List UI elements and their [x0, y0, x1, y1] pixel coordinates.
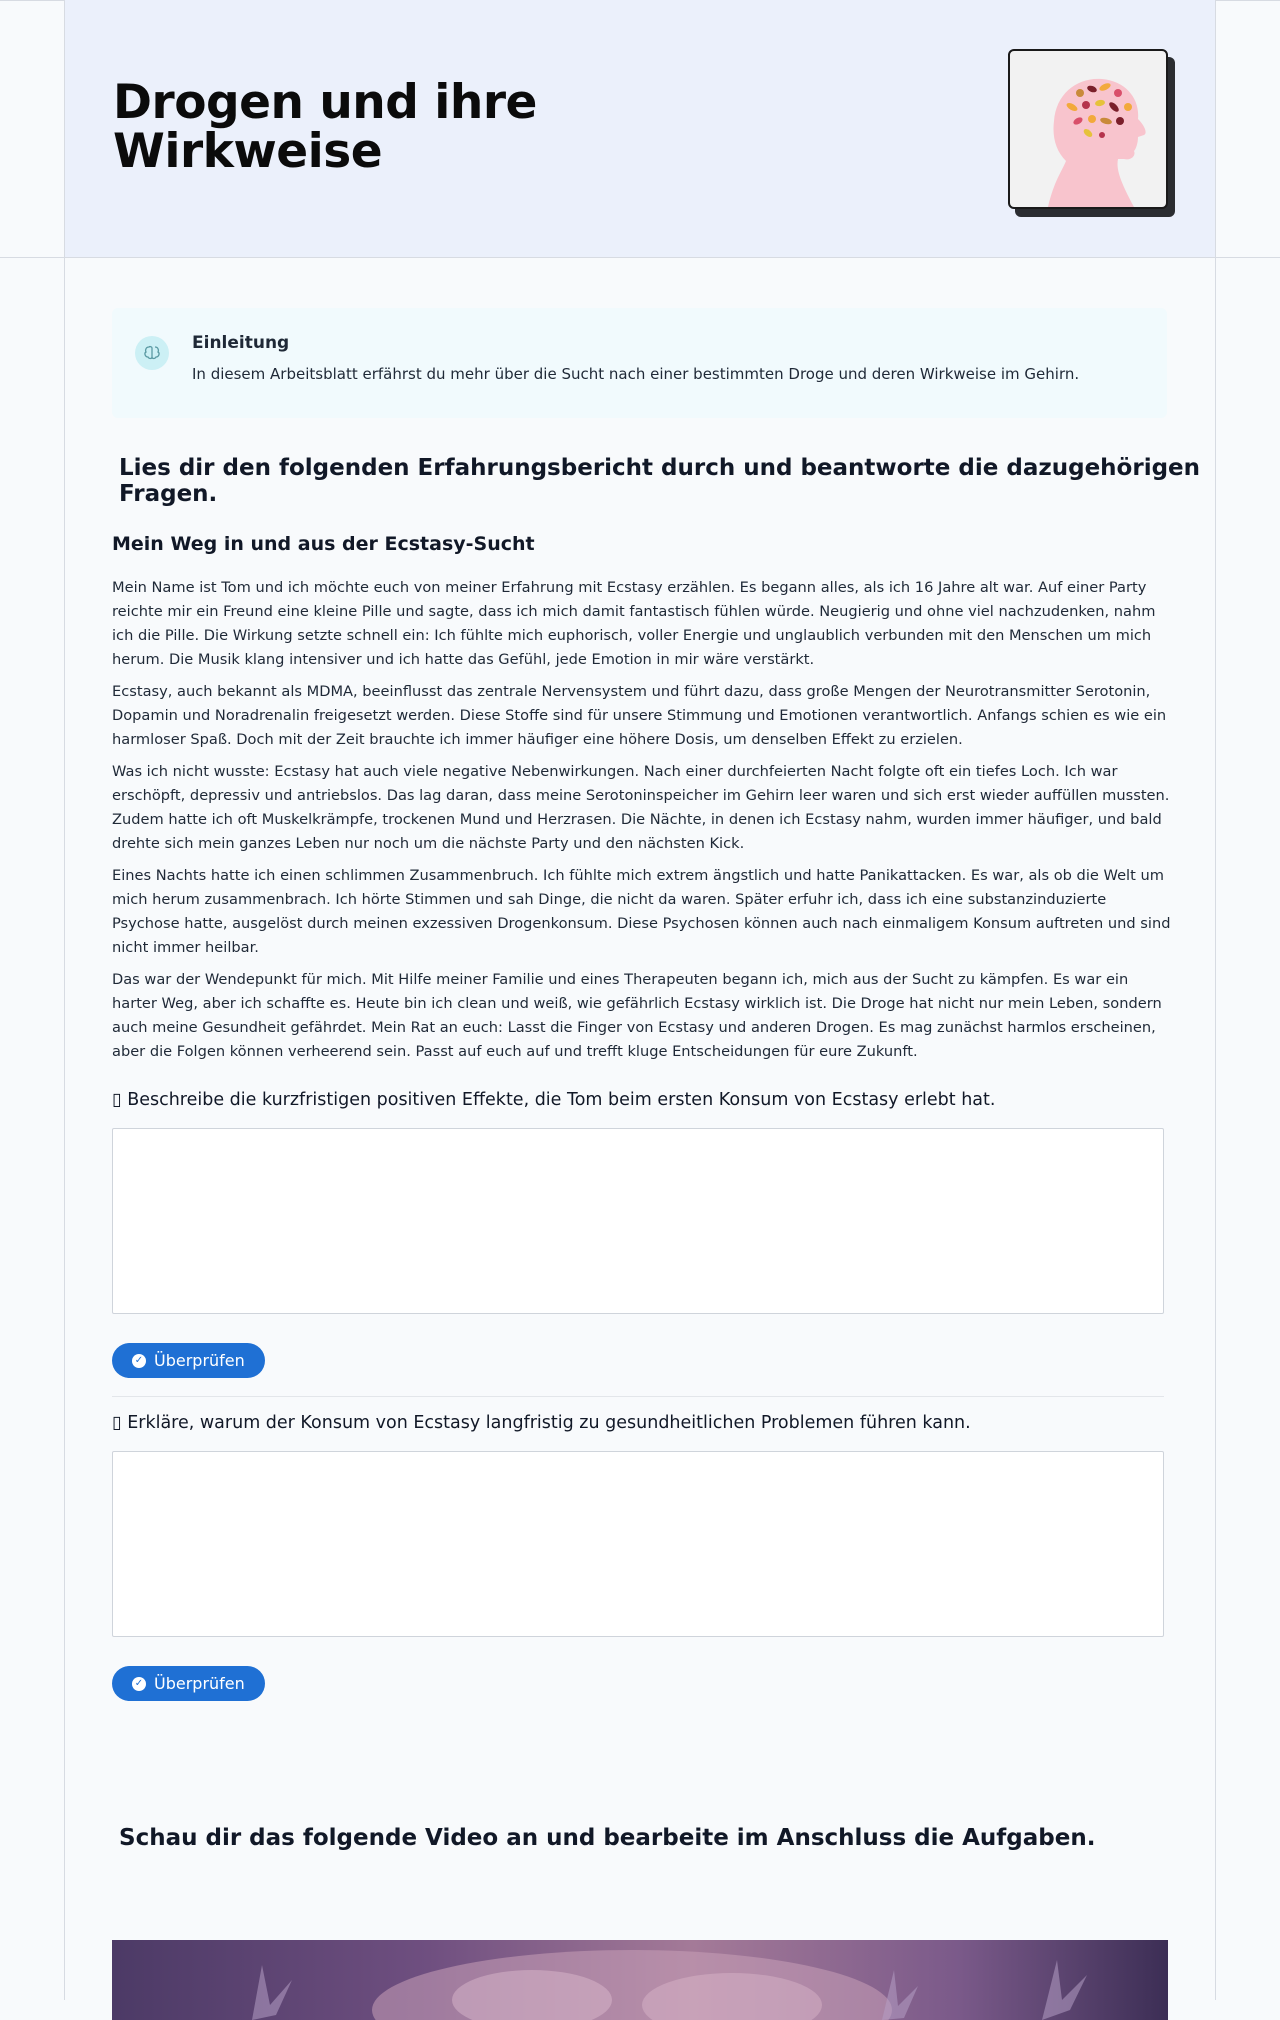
story-paragraph: Mein Name ist Tom und ich möchte euch von meiner Erfahrung mit Ecstasy erzählen. Es begann alles, als ich 16 Jahre alt war. Auf einer Party reichte mir ein Freund eine kleine Pille und sagte, dass ich mich damit fantastisch fühlen würde. Neugierig und ohne viel nachzudenken, nahm ich die Pille. Die Wirkung setzte schnell ein: Ich fühlte mich euphorisch, voller Energie und unglaublich verbunden mit den Menschen um mich herum. Die Musik klang intensiver und ich hatte das Gefühl, jede Emotion in mir wäre verstärkt. [112, 579, 1156, 668]
question-1: ▯ Beschreibe die kurzfristigen positiven Effekte, die Tom beim ersten Konsum von Ecstasy erlebt hat. [112, 1090, 996, 1110]
video-thumbnail [112, 1940, 1168, 2020]
video-player[interactable] [112, 1940, 1168, 2020]
check-button-label: Überprüfen [154, 1351, 245, 1370]
brain-icon [135, 336, 169, 370]
story-paragraph: Eines Nachts hatte ich einen schlimmen Zusammenbruch. Ich fühlte mich extrem ängstlich und hatte Panikattacken. Es war, als ob die Welt um mich herum zusammenbrach. Ich hörte Stimmen und sah Dinge, die nicht da waren. Später erfuhr ich, dass ich eine substanzinduzierte Psychose hatte, ausgelöst durch meinen exzessiven Drogenkonsum. Diese Psychosen können auch nach einmaligem Konsum auftreten und sind nicht immer heilbar. [112, 867, 1171, 956]
right-border [1215, 0, 1216, 2000]
check-button-1[interactable] [112, 1343, 265, 1378]
question-divider [112, 1396, 1164, 1397]
task-heading-2: Schau dir das folgende Video an und bearbeite im Anschluss die Aufgaben. [119, 1825, 1096, 1851]
story-paragraph: Ecstasy, auch bekannt als MDMA, beeinflusst das zentrale Nervensystem und führt dazu, dass große Mengen der Neurotransmitter Serotonin, Dopamin und Noradrenalin freigesetzt werden. Diese Stoffe sind für unsere Stimmung und Emotionen verantwortlich. Anfangs schien es wie ein harmloser Spaß. Doch mit der Zeit brauchte ich immer häufiger eine höhere Dosis, um denselben Effekt zu erzielen. [112, 683, 1167, 748]
left-border [64, 0, 65, 2000]
intro-title: Einleitung [192, 333, 290, 353]
check-circle-icon: ✓ [132, 1354, 146, 1368]
check-circle-icon: ✓ [132, 1677, 146, 1691]
check-button-label: Überprüfen [154, 1674, 245, 1693]
head-with-pills-icon [1008, 49, 1168, 209]
story-text [112, 576, 1172, 1072]
answer-field-1[interactable] [112, 1128, 1164, 1314]
story-paragraph: Was ich nicht wusste: Ecstasy hat auch viele negative Nebenwirkungen. Nach einer durchfeierten Nacht folgte oft ein tiefes Loch. Ich war erschöpft, depressiv und antriebslos. Das lag daran, dass meine Serotoninspeicher im Gehirn leer waren und sich erst wieder auffüllen mussten. Zudem hatte ich oft Muskelkrämpfe, trockenen Mund und Herzrasen. Die Nächte, in denen ich Ecstasy nahm, wurden immer häufiger, und bald drehte sich mein ganzes Leben nur noch um die nächste Party und den nächsten Kick. [112, 763, 1170, 852]
page-title: Drogen und ihre Wirkweise [113, 75, 537, 179]
intro-box [112, 308, 1167, 418]
page-header [65, 0, 1215, 257]
intro-text: In diesem Arbeitsblatt erfährst du mehr über die Sucht nach einer bestimmten Droge und deren Wirkweise im Gehirn. [192, 365, 1080, 383]
task-heading-1: Lies dir den folgenden Erfahrungsbericht durch und beantworte die dazugehörigen Fragen. [119, 455, 1201, 507]
check-button-2[interactable] [112, 1666, 265, 1701]
question-2: ▯ Erkläre, warum der Konsum von Ecstasy langfristig zu gesundheitlichen Problemen führen kann. [112, 1413, 971, 1433]
header-border [0, 257, 1280, 258]
story-paragraph: Das war der Wendepunkt für mich. Mit Hilfe meiner Familie und eines Therapeuten begann ich, mich aus der Sucht zu kämpfen. Es war ein harter Weg, aber ich schaffte es. Heute bin ich clean und weiß, wie gefährlich Ecstasy wirklich ist. Die Droge hat nicht nur mein Leben, sondern auch meine Gesundheit gefährdet. Mein Rat an euch: Lasst die Finger von Ecstasy und anderen Drogen. Es mag zunächst harmlos erscheinen, aber die Folgen können verheerend sein. Passt auf euch auf und trefft kluge Entscheidungen für eure Zukunft. [112, 971, 1162, 1060]
answer-field-2[interactable] [112, 1451, 1164, 1637]
story-title: Mein Weg in und aus der Ecstasy-Sucht [112, 533, 535, 555]
